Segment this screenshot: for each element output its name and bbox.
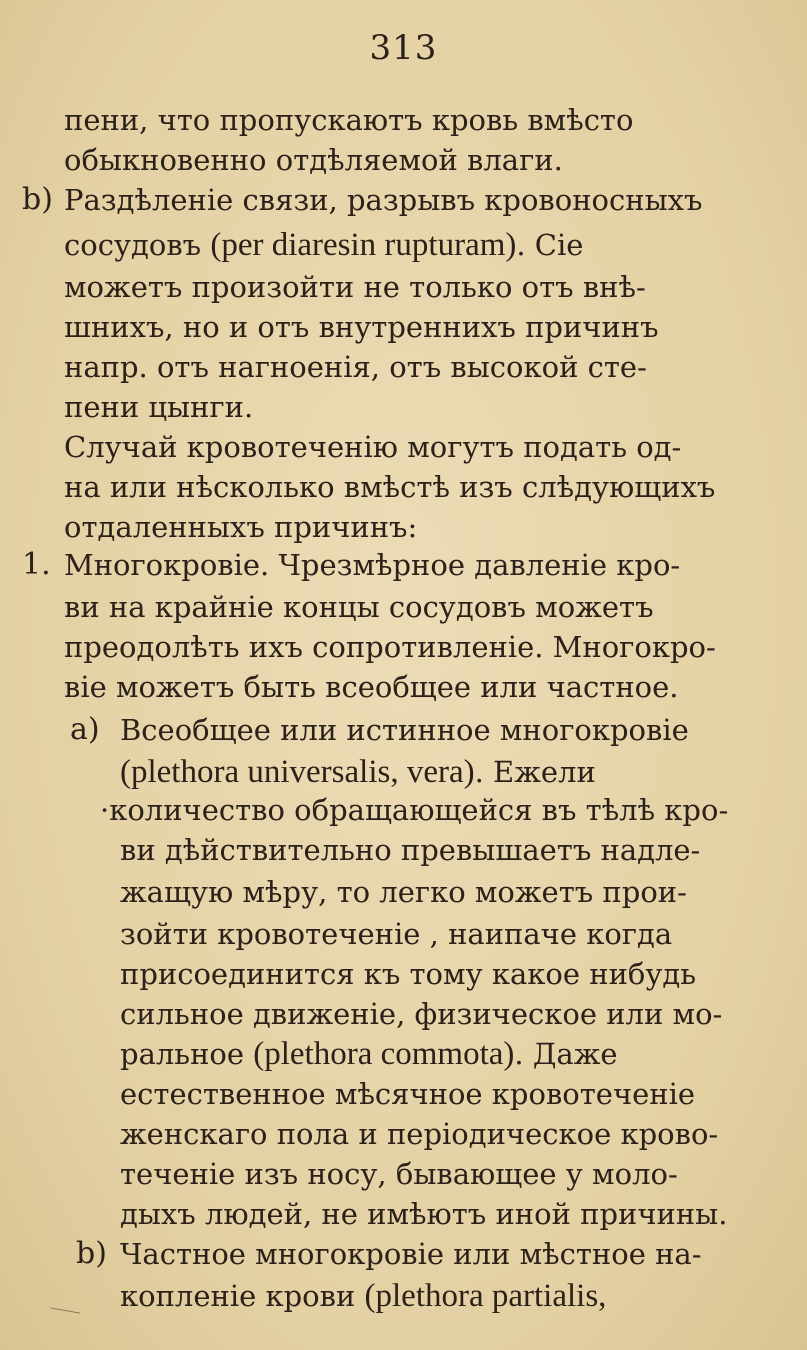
text-line: Случай кровотеченію могутъ подать од- — [64, 430, 682, 464]
text-segment: копленіе крови — [120, 1279, 365, 1313]
page-number: 313 — [369, 28, 438, 68]
text-line: жащую мѣру, то легко можетъ прои- — [120, 875, 687, 909]
text-segment: ральное — [120, 1037, 254, 1071]
text-line: женскаго пола и періодическое крово- — [120, 1117, 719, 1151]
text-line: присоединится къ тому какое нибудь — [120, 957, 697, 991]
text-line: напр. отъ нагноенія, отъ высокой сте- — [64, 350, 647, 384]
text-line: на или нѣсколько вмѣстѣ изъ слѣдующихъ — [64, 470, 716, 504]
text-line: ви дѣйствительно превышаетъ надле- — [120, 833, 701, 867]
list-marker-b: b) — [22, 182, 53, 217]
text-line: можетъ произойти не только отъ внѣ- — [64, 270, 646, 304]
text-line: віе можетъ быть всеобщее или частное. — [64, 670, 679, 704]
list-marker-b: b) — [76, 1236, 107, 1271]
list-marker-a: a) — [70, 712, 100, 747]
text-line — [120, 1034, 618, 1074]
text-line: преодолѣть ихъ сопротивленіе. Многокро- — [64, 630, 716, 664]
text-segment: сосудовъ — [64, 228, 211, 262]
text-segment: . Даже — [514, 1037, 618, 1071]
text-line: Раздѣленіе связи, разрывъ кровоносныхъ — [64, 183, 703, 217]
latin-term: (plethora partialis, — [364, 1278, 607, 1314]
text-line: дыхъ людей, не имѣютъ иной причины. — [120, 1197, 728, 1231]
text-line: сильное движеніе, физическое или мо- — [120, 997, 723, 1031]
text-line: зойти кровотеченіе , наипаче когда — [120, 917, 673, 951]
list-marker-1: 1. — [22, 547, 51, 582]
text-line: пени цынги. — [64, 390, 254, 424]
text-line: пени, что пропускаютъ кровь вмѣсто — [64, 103, 634, 137]
text-line: ви на крайніе концы сосудовъ можетъ — [64, 590, 654, 624]
text-line — [64, 225, 583, 265]
latin-term: (plethora universalis, vera) — [120, 754, 475, 790]
ink-smudge — [50, 1307, 80, 1315]
text-segment: . Сіе — [516, 228, 584, 262]
text-line: естественное мѣсячное кровотеченіе — [120, 1077, 696, 1111]
text-line: шнихъ, но и отъ внутреннихъ причинъ — [64, 310, 659, 344]
text-line — [120, 1276, 606, 1316]
text-line: теченіе изъ носу, бывающее у моло- — [120, 1157, 678, 1191]
text-line: Частное многокровіе или мѣстное на- — [120, 1237, 702, 1271]
text-line: ·количество обращающейся въ тѣлѣ кро- — [100, 793, 729, 827]
text-line: Всеобщее или истинное многокровіе — [120, 713, 689, 747]
latin-term: (plethora commota) — [253, 1036, 515, 1072]
text-line: Многокровіе. Чрезмѣрное давленіе кро- — [64, 548, 681, 582]
text-segment: . Ежели — [474, 755, 596, 789]
text-line: обыкновенно отдѣляемой влаги. — [64, 143, 563, 177]
latin-term: (per diaresin rupturam) — [210, 227, 517, 263]
text-line: отдаленныхъ причинъ: — [64, 510, 418, 544]
text-line — [120, 752, 596, 792]
